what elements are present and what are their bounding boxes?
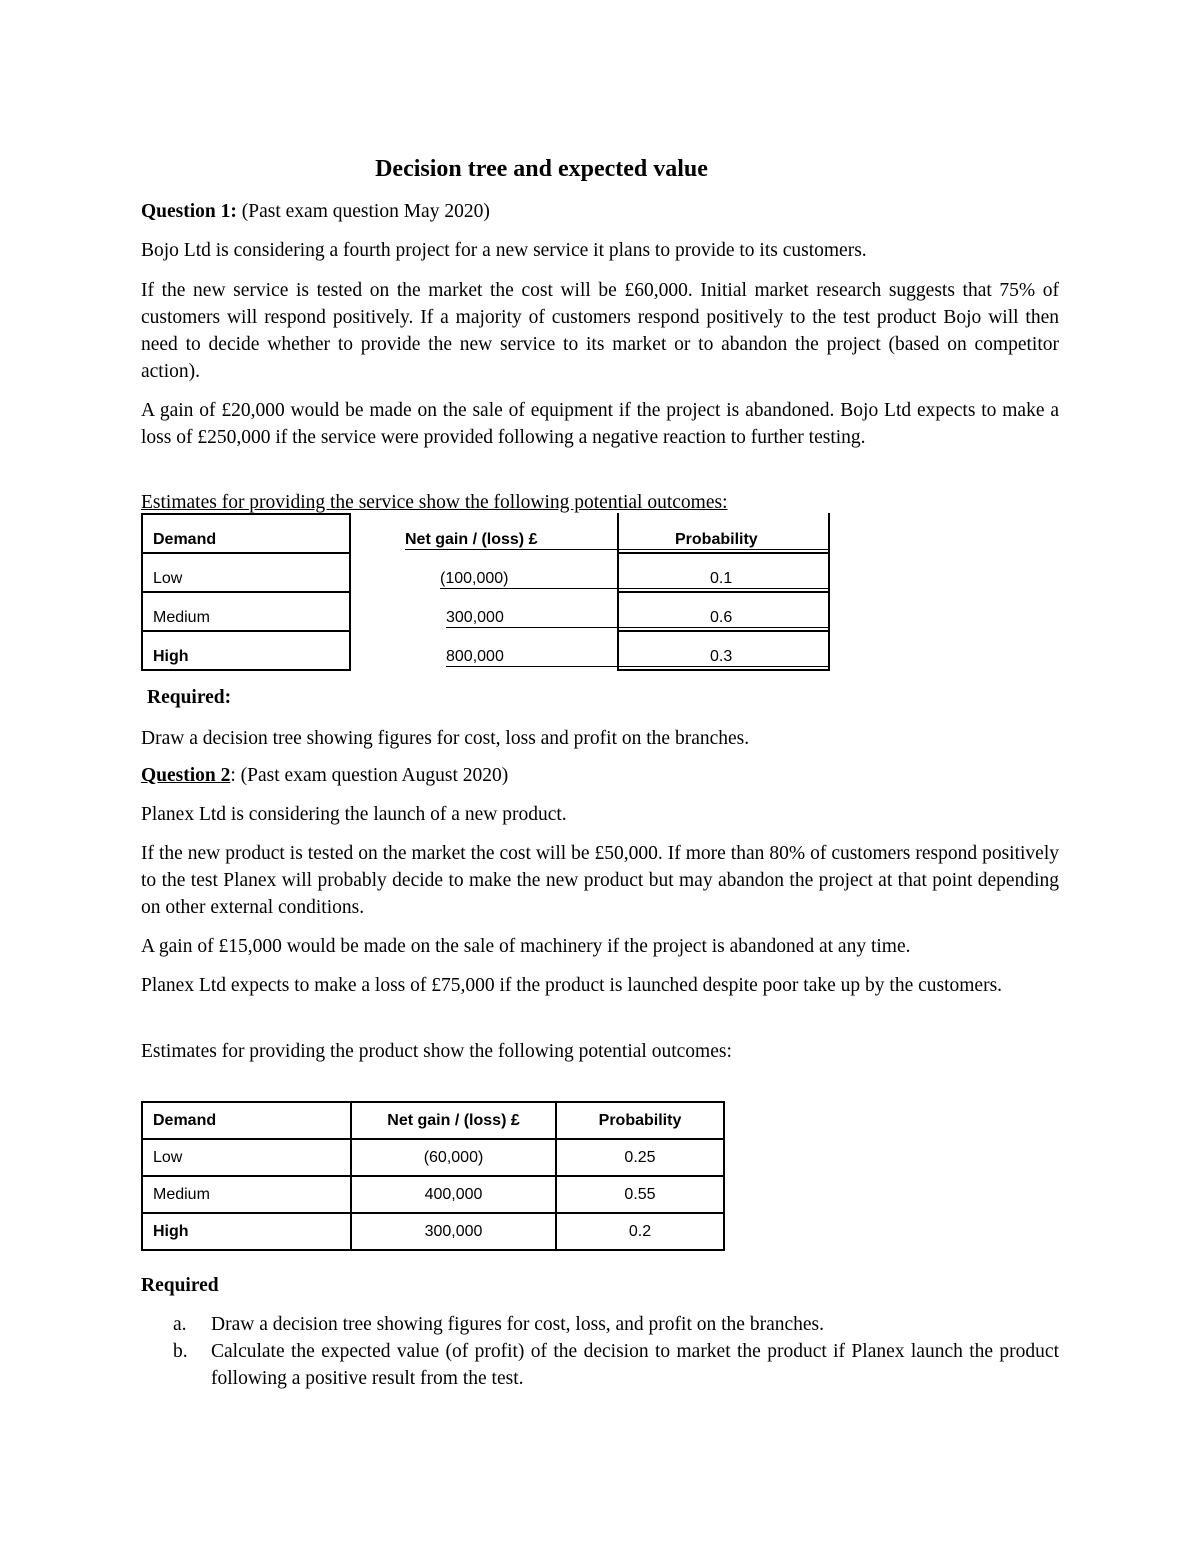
list-item — [173, 1311, 1059, 1338]
q1-table-probability: 0.6 — [710, 609, 733, 626]
q2-table-demand: High — [142, 1213, 351, 1250]
q2-paragraph-3: A gain of £15,000 would be made on the sale of machinery if the project is abandoned at any time. — [141, 936, 911, 957]
q1-table-net-gain: 800,000 — [446, 648, 504, 665]
q2-required-label: Required — [141, 1275, 219, 1296]
q1-source: (Past exam question May 2020) — [236, 201, 490, 222]
q2-paragraph-4: Planex Ltd expects to make a loss of £75,000 if the product is launched despite poor take up by the customers. — [141, 975, 1003, 996]
q2-source: : (Past exam question August 2020) — [230, 765, 509, 786]
q2-table-header-probability: Probability — [556, 1102, 724, 1139]
q1-table-rule — [405, 549, 830, 550]
list-marker: a. — [173, 1314, 187, 1335]
q1-table-rule — [446, 666, 830, 667]
q1-heading — [141, 198, 1059, 225]
q1-table-net-gain: 300,000 — [446, 609, 504, 626]
q1-required-label: Required: — [147, 687, 232, 708]
page-title: Decision tree and expected value — [375, 156, 708, 182]
list-item — [173, 1338, 1059, 1392]
q1-paragraph-4: Estimates for providing the service show the following potential outcomes: — [141, 492, 728, 513]
table-header-row — [142, 1102, 724, 1139]
q1-label: Question 1: — [141, 201, 237, 222]
q2-table-demand: Medium — [142, 1176, 351, 1213]
q2-table-demand: Low — [142, 1139, 351, 1176]
q1-table-demand: Low — [153, 570, 183, 587]
q2-table-net-gain: (60,000) — [351, 1139, 556, 1176]
q2-paragraph-1: Planex Ltd is considering the launch of a new product. — [141, 804, 567, 825]
q2-paragraph-2: If the new product is tested on the market the cost will be £50,000. If more than 80% of customers respond positively to the test Planex will probably decide to make the new product but may abandon the project at that point depending on other external conditions. — [141, 843, 1059, 918]
q1-paragraph-3: A gain of £20,000 would be made on the sale of equipment if the project is abandoned. Bojo Ltd expects to make a loss of £250,000 if the service were provided following a negative reaction to further testing. — [141, 400, 1059, 448]
q2-table-net-gain: 400,000 — [351, 1176, 556, 1213]
q1-table-net-gain: (100,000) — [440, 570, 509, 587]
q2-outcomes-table — [141, 1101, 725, 1251]
q1-table-rule — [446, 627, 830, 628]
q2-paragraph-5: Estimates for providing the product show the following potential outcomes: — [141, 1041, 732, 1062]
q1-table-border — [617, 591, 830, 593]
table-row — [142, 1139, 724, 1176]
q1-table-probability: 0.1 — [710, 570, 733, 587]
q2-table-header-net-gain: Net gain / (loss) £ — [351, 1102, 556, 1139]
q1-table-header-net-gain: Net gain / (loss) £ — [405, 531, 538, 548]
q1-table-demand: High — [153, 648, 189, 665]
list-marker: b. — [173, 1341, 188, 1362]
q2-table-header-demand: Demand — [142, 1102, 351, 1139]
list-item-text: Draw a decision tree showing figures for cost, loss, and profit on the branches. — [211, 1314, 825, 1335]
q2-label: Question 2 — [141, 765, 231, 786]
table-row — [142, 1176, 724, 1213]
list-item-text: Calculate the expected value (of profit) of the decision to market the product if Planex launch the product following a positive result from the test. — [211, 1341, 1059, 1389]
q1-table-probability: 0.3 — [710, 648, 733, 665]
table-row — [142, 1213, 724, 1250]
q1-paragraph-1: Bojo Ltd is considering a fourth project for a new service it plans to provide to its customers. — [141, 240, 867, 261]
q1-table-border — [617, 630, 830, 632]
q2-table-probability: 0.55 — [556, 1176, 724, 1213]
q1-table-border — [617, 669, 830, 671]
q1-table-border — [617, 552, 830, 554]
q2-table-net-gain: 300,000 — [351, 1213, 556, 1250]
q1-table-header-demand: Demand — [153, 531, 217, 548]
q2-heading — [141, 762, 1059, 789]
q1-table-demand: Medium — [153, 609, 210, 626]
q1-table-header-probability: Probability — [675, 531, 758, 548]
q2-table-probability: 0.25 — [556, 1139, 724, 1176]
q1-table-rule — [440, 588, 830, 589]
q2-table-probability: 0.2 — [556, 1213, 724, 1250]
q1-paragraph-2: If the new service is tested on the market the cost will be £60,000. Initial market research suggests that 75% of customers will respond positively. If a majority of customers respond positively to the test product Bojo will then need to decide whether to provide the new service to its market or to abandon the project (based on competitor action). — [141, 280, 1059, 382]
q1-required-text: Draw a decision tree showing figures for cost, loss and profit on the branches. — [141, 728, 750, 749]
